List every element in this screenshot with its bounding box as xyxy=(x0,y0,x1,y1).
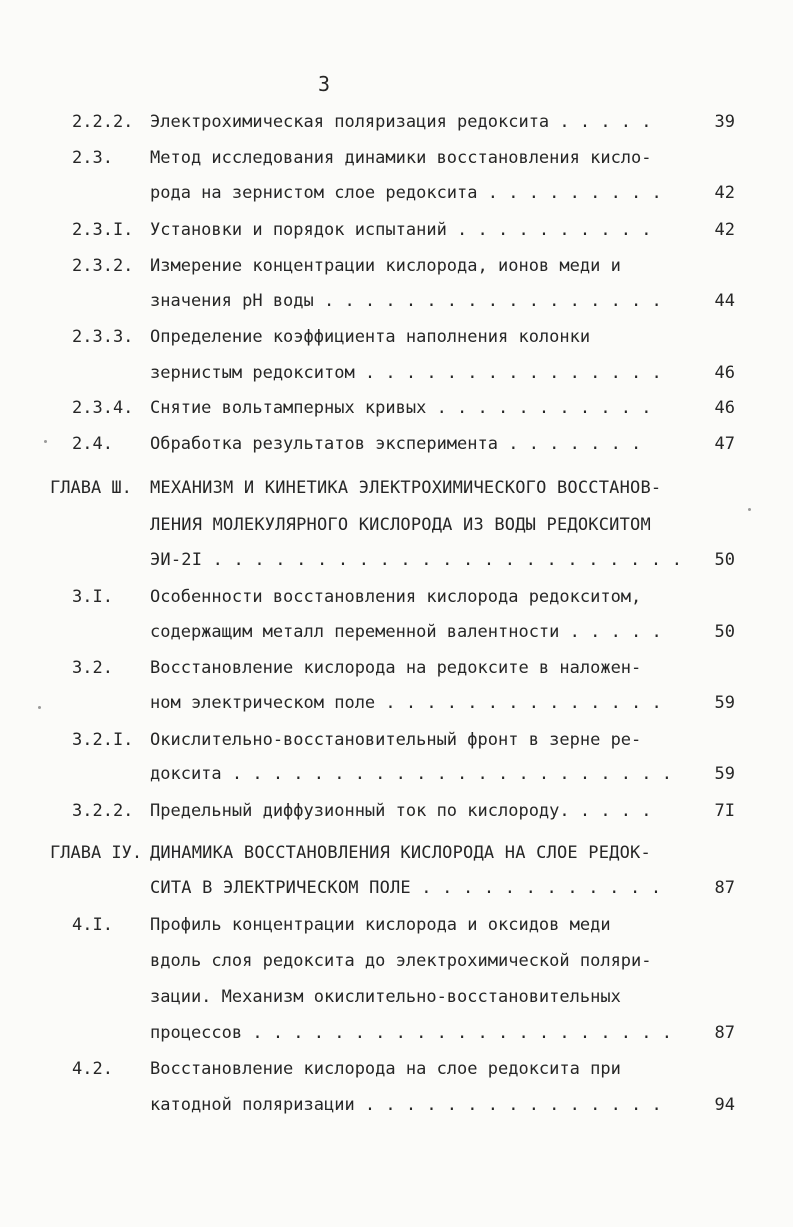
toc-entry-line xyxy=(0,105,793,139)
toc-entry-line xyxy=(0,391,793,425)
toc-entry-title: СИТА В ЭЛЕКТРИЧЕСКОМ ПОЛЕ . . . . . . . . . . . . xyxy=(150,878,662,898)
toc-entry-page: 87 xyxy=(714,878,735,898)
toc-entry-page: 87 xyxy=(714,1023,735,1043)
toc-entry-title: МЕХАНИЗМ И КИНЕТИКА ЭЛЕКТРОХИМИЧЕСКОГО ВОССТАНОВ- xyxy=(150,478,662,498)
toc-entry-page: 59 xyxy=(714,693,735,713)
toc-entry-line xyxy=(0,871,793,905)
toc-entry-title: процессов . . . . . . . . . . . . . . . . . . . . . xyxy=(150,1023,672,1043)
toc-entry-number: 2.3.I. xyxy=(72,220,134,240)
toc-entry-page: 50 xyxy=(714,550,735,570)
toc-entry-title: ЛЕНИЯ МОЛЕКУЛЯРНОГО КИСЛОРОДА ИЗ ВОДЫ РЕДОКСИТОМ xyxy=(150,515,651,535)
toc-entry-line xyxy=(0,213,793,247)
toc-entry-number: 2.4. xyxy=(72,434,113,454)
toc-entry-title: Окислительно-восстановительный фронт в зерне ре- xyxy=(150,730,642,750)
toc-entry-title: Установки и порядок испытаний . . . . . . . . . . xyxy=(150,220,652,240)
toc-entry-title: зации. Механизм окислительно-восстановительных xyxy=(150,987,621,1007)
toc-entry-page: 94 xyxy=(714,1095,735,1115)
toc-entry-line xyxy=(0,1016,793,1050)
toc-entry-page: 46 xyxy=(714,398,735,418)
toc-entry-number: ГЛАВА Ш. xyxy=(50,478,132,498)
toc-entry-title: Предельный диффузионный ток по кислороду. . . . . xyxy=(150,801,652,821)
toc-entry-line xyxy=(0,615,793,649)
toc-entry-title: Восстановление кислорода на слое редоксита при xyxy=(150,1059,621,1079)
toc-entry-page: 42 xyxy=(714,220,735,240)
toc-entry-number: 2.3. xyxy=(72,148,113,168)
toc-entry-number: ГЛАВА IУ. xyxy=(50,843,143,863)
toc-entry-title: Особенности восстановления кислорода редокситом, xyxy=(150,587,642,607)
toc-entry-number: 3.2.2. xyxy=(72,801,134,821)
toc-entry-line xyxy=(0,686,793,720)
toc-entry-title: зернистым редокситом . . . . . . . . . . . . . . . xyxy=(150,363,662,383)
toc-entry-number: 2.3.2. xyxy=(72,256,134,276)
toc-entry-title: ДИНАМИКА ВОССТАНОВЛЕНИЯ КИСЛОРОДА НА СЛОЕ РЕДОК- xyxy=(150,843,651,863)
toc-entry-line xyxy=(0,651,793,685)
toc-entry-page: 44 xyxy=(714,291,735,311)
toc-entry-page: 39 xyxy=(714,112,735,132)
toc-entry-line xyxy=(0,980,793,1014)
toc-entry-line xyxy=(0,1052,793,1086)
toc-entry-title: Определение коэффициента наполнения колонки xyxy=(150,327,591,347)
toc-entry-number: 4.2. xyxy=(72,1059,113,1079)
toc-entry-page: 46 xyxy=(714,363,735,383)
toc-entry-number: 3.2.I. xyxy=(72,730,134,750)
toc-entry-title: содержащим металл переменной валентности . . . . . xyxy=(150,622,662,642)
toc-entry-title: Восстановление кислорода на редоксите в наложен- xyxy=(150,658,642,678)
toc-entry-line xyxy=(0,836,793,870)
toc-entry-number: 2.3.4. xyxy=(72,398,134,418)
toc-entry-number: 2.3.3. xyxy=(72,327,134,347)
toc-entry-title: Измерение концентрации кислорода, ионов меди и xyxy=(150,256,621,276)
toc-entry-page: 59 xyxy=(714,764,735,784)
toc-entry-title: Снятие вольтамперных кривых . . . . . . . . . . . xyxy=(150,398,652,418)
toc-entry-line xyxy=(0,284,793,318)
toc-entry-line xyxy=(0,249,793,283)
toc-entry-line xyxy=(0,723,793,757)
toc-entry-line xyxy=(0,944,793,978)
toc-entry-number: 3.I. xyxy=(72,587,113,607)
toc-entry-page: 7I xyxy=(714,801,735,821)
toc-entry-line xyxy=(0,141,793,175)
toc-entry-line xyxy=(0,757,793,791)
toc-entry-number: 4.I. xyxy=(72,915,113,935)
toc-entry-page: 42 xyxy=(714,183,735,203)
toc-entry-page: 50 xyxy=(714,622,735,642)
toc-entry-title: рода на зернистом слое редоксита . . . . . . . . . xyxy=(150,183,662,203)
toc-entry-line xyxy=(0,1088,793,1122)
toc-entry-title: доксита . . . . . . . . . . . . . . . . . . . . . . xyxy=(150,764,672,784)
page-number: 3 xyxy=(318,72,331,96)
toc-entry-title: вдоль слоя редоксита до электрохимической поляри- xyxy=(150,951,652,971)
toc-entry-line xyxy=(0,794,793,828)
toc-entry-number: 3.2. xyxy=(72,658,113,678)
toc-entry-title: Электрохимическая поляризация редоксита . . . . . xyxy=(150,112,652,132)
toc-entry-line xyxy=(0,356,793,390)
toc-entry-line xyxy=(0,908,793,942)
toc-entry-title: Обработка результатов эксперимента . . . . . . . xyxy=(150,434,642,454)
toc-entry-title: ном электрическом поле . . . . . . . . . . . . . . xyxy=(150,693,662,713)
toc-entry-title: катодной поляризации . . . . . . . . . . . . . . . xyxy=(150,1095,662,1115)
toc-entry-line xyxy=(0,543,793,577)
toc-entry-line xyxy=(0,320,793,354)
toc-entry-line xyxy=(0,580,793,614)
toc-entry-line xyxy=(0,176,793,210)
toc-entry-title: ЭИ-2I . . . . . . . . . . . . . . . . . . . . . . . xyxy=(150,550,683,570)
toc-entry-title: значения pH воды . . . . . . . . . . . . . . . . . xyxy=(150,291,662,311)
toc-entry-number: 2.2.2. xyxy=(72,112,134,132)
toc-entry-title: Метод исследования динамики восстановления кисло- xyxy=(150,148,652,168)
toc-entry-title: Профиль концентрации кислорода и оксидов меди xyxy=(150,915,611,935)
toc-entry-line xyxy=(0,508,793,542)
toc-entry-line xyxy=(0,471,793,505)
toc-entry-page: 47 xyxy=(714,434,735,454)
toc-entry-line xyxy=(0,427,793,461)
